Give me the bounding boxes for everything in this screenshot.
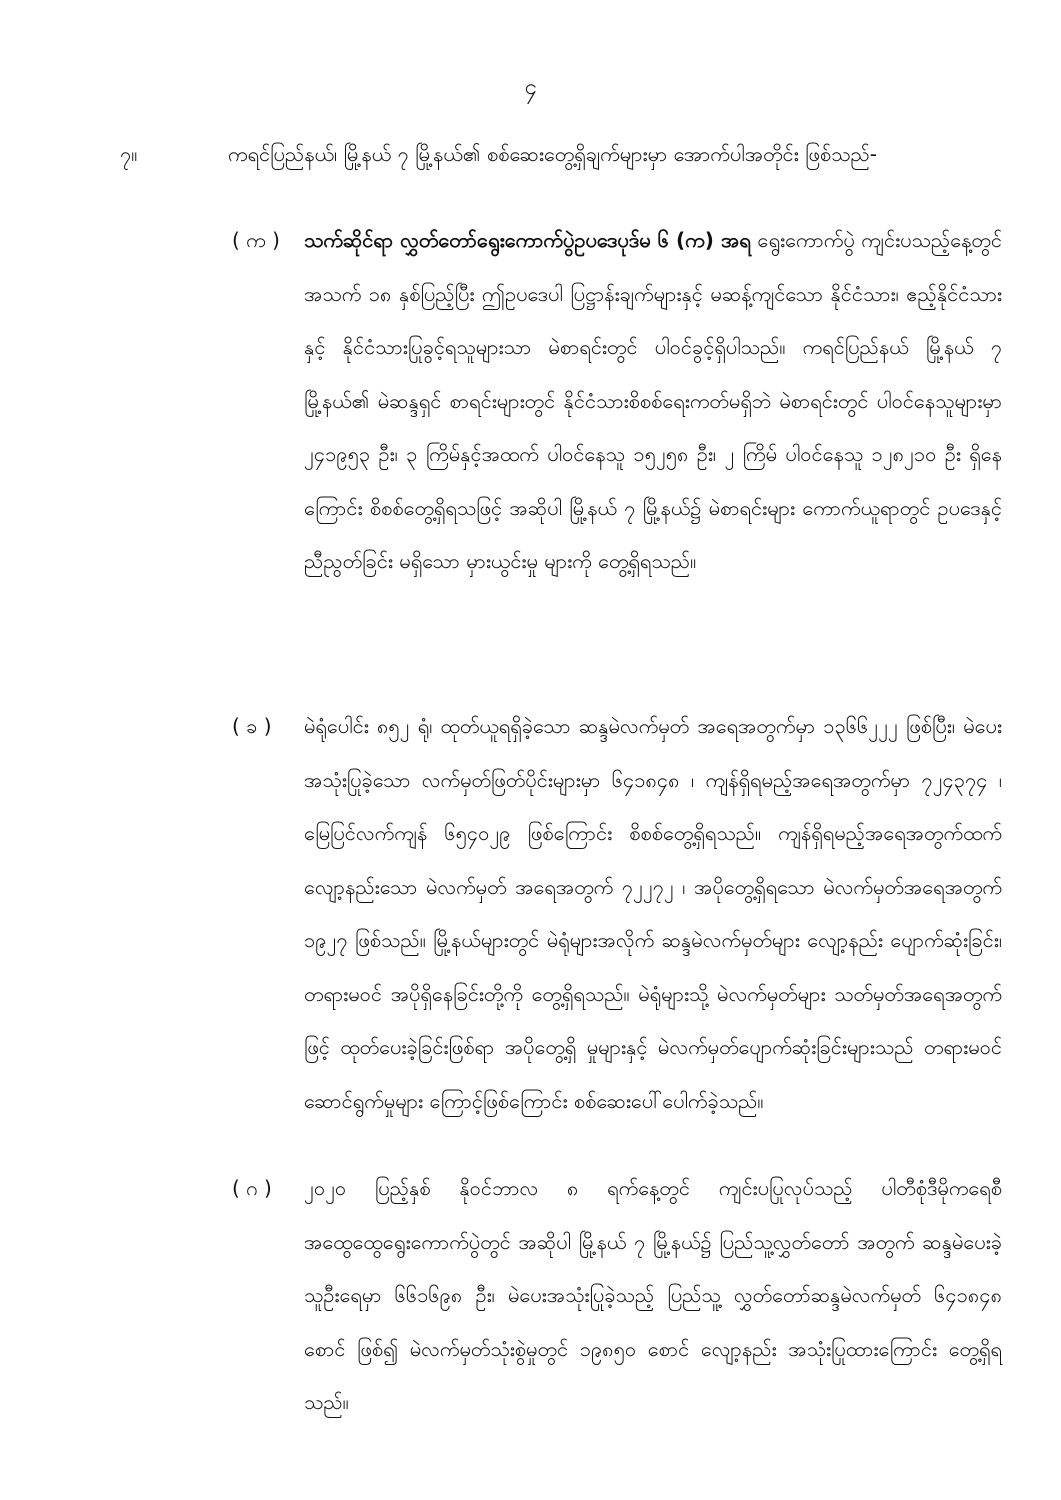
item-body: ရွေးကောက်ပွဲ ကျင်းပသည့်နေ့တွင် အသက် ၁၈ နှစ်ပြည့်ပြီး ဤဥပဒေပါ ပြဋ္ဌာန်းချက်များနှင့် မဆန့်ကျင်သော နိုင်ငံသား၊ ဧည့်နိုင်ငံသားနှင့် နိုင်ငံသားပြုခွင့်ရသူများသာ မဲစာရင်းတွင် ပါဝင်ခွင့်ရှိပါသည်။ ကရင်ပြည်နယ် မြို့နယ် ၇ မြို့နယ်၏ မဲဆန္ဒရှင် စာရင်းများတွင် နိုင်ငံသားစိစစ်ရေးကတ်မရှိဘဲ မဲစာရင်းတွင် ပါဝင်နေသူများမှာ ၂၄၁၉၅၃ ဦး၊ ၃ ကြိမ်နှင့်အထက် ပါဝင်နေသူ ၁၅၂၅၈ ဦး၊ ၂ ကြိမ် ပါဝင်နေသူ ၁၂၈၂၁၀ ဦး ရှိနေကြောင်း စိစစ်တွေ့ရှိရသဖြင့် အဆိုပါ မြို့နယ် ၇ မြို့နယ်၌ မဲစာရင်းများ ကောက်ယူရာတွင် ဥပဒေနှင့်ညီညွတ်ခြင်း မရှိသော မှားယွင်းမှု များကို တွေ့ရှိရသည်။ (304, 228, 1002, 573)
item-marker: ( က ) (232, 228, 280, 252)
intro-text: ကရင်ပြည်နယ်၊ မြို့နယ် ၇ မြို့နယ်၏ စစ်ဆေးတွေ့ရှိချက်များမှာ အောက်ပါအတိုင်း ဖြစ်သည်- (228, 142, 878, 166)
item-marker: ( ဂ ) (232, 1176, 272, 1200)
paragraph-number: ၇။ (120, 142, 138, 166)
intro-paragraph (120, 130, 1000, 178)
page-number: ၄ (524, 75, 537, 100)
item-text (304, 700, 1002, 1128)
item-body: ၂၀၂၀ ပြည့်နှစ် နိုဝင်ဘာလ ၈ ရက်နေ့တွင် ကျင်းပပြုလုပ်သည့် ပါတီစုံဒီမိုကရေစီ အထွေထွေရွေးကောက်ပွဲတွင် အဆိုပါ မြို့နယ် ၇ မြို့နယ်၌ ပြည်သူ့လွှတ်တော် အတွက် ဆန္ဒမဲပေးခဲ့သူဦးရေမှာ ၆၆၁၆၉၈ ဦး၊ မဲပေးအသုံးပြုခဲ့သည့် ပြည်သူ့ လွှတ်တော်ဆန္ဒမဲလက်မှတ် ၆၄၁၈၄၈ စောင် ဖြစ်၍ မဲလက်မှတ်သုံးစွဲမှုတွင် ၁၉၈၅၀ စောင် လျော့နည်း အသုံးပြုထားကြောင်း တွေ့ရှိရသည်။ (304, 1176, 1002, 1414)
list-item-kha (232, 700, 1002, 1128)
item-text (304, 214, 1002, 589)
item-marker: ( ခ ) (232, 714, 272, 738)
item-bold-lead: သက်ဆိုင်ရာ လွှတ်တော်ရွေးကောက်ပွဲဥပဒေပုဒ်မ ၆ (က) အရ (304, 228, 751, 252)
item-body: မဲရုံပေါင်း ၈၅၂ ရုံ၊ ထုတ်ယူရရှိခဲ့သော ဆန္ဒမဲလက်မှတ် အရေအတွက်မှာ ၁၃၆၆၂၂၂ ဖြစ်ပြီး၊ မဲပေးအသုံးပြုခဲ့သော လက်မှတ်ဖြတ်ပိုင်းများမှာ ၆၄၁၈၄၈ ၊ ကျန်ရှိရမည့်အရေအတွက်မှာ ၇၂၄၃၇၄ ၊ မြေပြင်လက်ကျန် ၆၅၄၀၂၉ ဖြစ်ကြောင်း စိစစ်တွေ့ရှိရသည်။ ကျန်ရှိရမည့်အရေအတွက်ထက် လျော့နည်းသော မဲလက်မှတ် အရေအတွက် ၇၂၂၇၂ ၊ အပိုတွေ့ရှိရသော မဲလက်မှတ်အရေအတွက် ၁၉၂၇ ဖြစ်သည်။ မြို့နယ်များတွင် မဲရုံများအလိုက် ဆန္ဒမဲလက်မှတ်များ လျော့နည်း ပျောက်ဆုံးခြင်း၊ တရားမဝင် အပိုရှိနေခြင်းတို့ကို တွေ့ရှိရသည်။ မဲရုံများသို့ မဲလက်မှတ်များ သတ်မှတ်အရေအတွက်ဖြင့် ထုတ်ပေးခဲ့ခြင်းဖြစ်ရာ အပိုတွေ့ရှိ မှုများနှင့် မဲလက်မှတ်ပျောက်ဆုံးခြင်းများသည် တရားမဝင် ဆောင်ရွက်မှုများ ကြောင့်ဖြစ်ကြောင်း စစ်ဆေးပေါ်ပေါက်ခဲ့သည်။ (304, 714, 1002, 1113)
list-item-ga (232, 1162, 1002, 1430)
item-text (304, 1162, 1002, 1430)
list-item-ka (232, 214, 1002, 589)
